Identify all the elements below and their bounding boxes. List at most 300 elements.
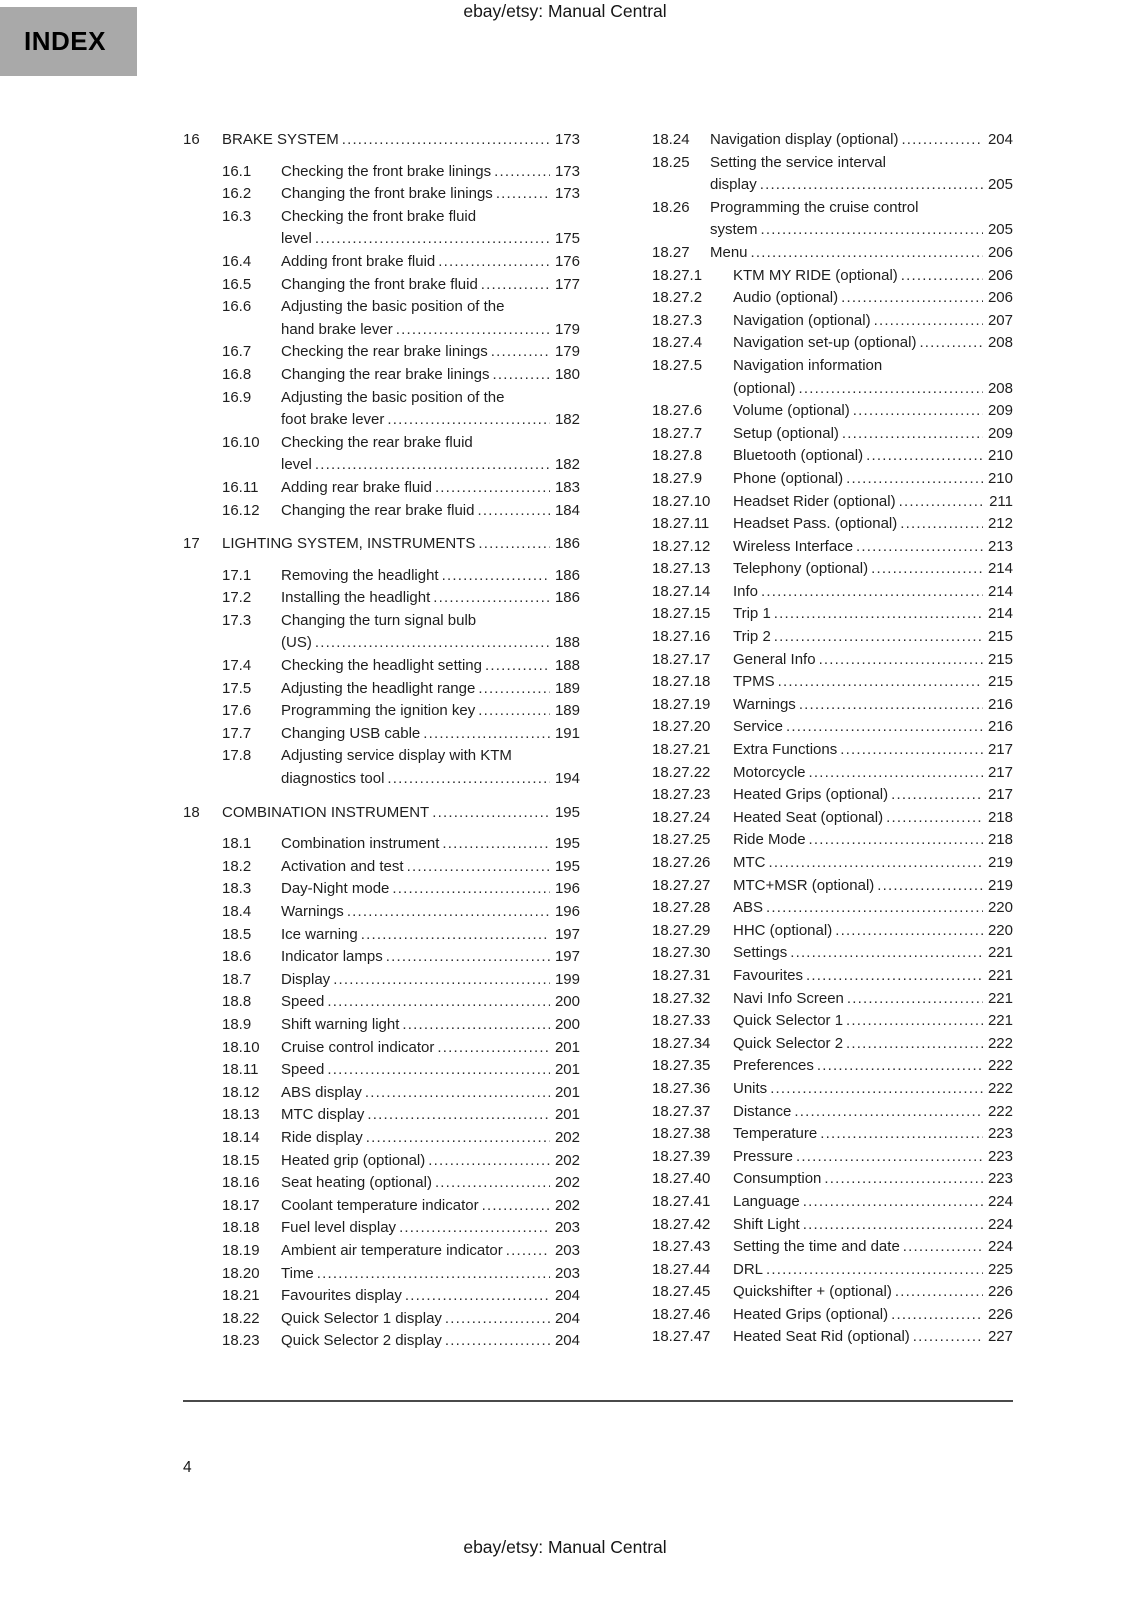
toc-entry-page: 223 (987, 1147, 1013, 1165)
toc-entry-title: Headset Pass. (optional) (733, 515, 898, 533)
toc-leader-dots (783, 716, 983, 739)
toc-leader-dots (850, 400, 983, 423)
toc-entry (652, 784, 1013, 807)
toc-entry-title: Ambient air temperature indicator (281, 1241, 503, 1259)
toc-entry-line (183, 1330, 580, 1353)
toc-leader-dots (478, 274, 550, 297)
toc-entry-title: Checking the front brake fluid (281, 207, 477, 225)
toc-entry-number: 16.1 (222, 162, 252, 180)
toc-entry (652, 558, 1013, 581)
toc-entry-title: General Info (733, 650, 816, 668)
toc-entry-line (183, 1059, 580, 1082)
toc-entry-title: Ice warning (281, 925, 358, 943)
toc-leader-dots (324, 991, 550, 1014)
toc-leader-dots (758, 219, 983, 242)
toc-leader-dots (339, 129, 550, 152)
toc-entry (183, 1059, 580, 1082)
toc-entry-number: 18.23 (222, 1332, 260, 1350)
toc-leader-dots (425, 1150, 550, 1173)
toc-entry (652, 1259, 1013, 1282)
toc-entry-title: Setup (optional) (733, 424, 839, 442)
toc-entry-line (652, 219, 1013, 242)
toc-entry-page: 217 (987, 763, 1013, 781)
toc-entry-title: system (710, 221, 758, 239)
toc-entry-page: 214 (987, 560, 1013, 578)
toc-entry-title: Navigation display (optional) (710, 131, 899, 148)
toc-entry-number: 18.14 (222, 1128, 260, 1146)
toc-leader-dots (896, 491, 983, 514)
toc-leader-dots (775, 671, 983, 694)
toc-leader-dots (898, 265, 983, 288)
toc-entry-number: 16 (183, 131, 200, 148)
toc-entry-title: Heated Grips (optional) (733, 1305, 889, 1323)
toc-entry-line (652, 287, 1013, 310)
toc-entry (652, 355, 1013, 400)
toc-entry-number: 18.27.8 (652, 447, 703, 465)
toc-entry-number: 18.27.26 (652, 854, 711, 871)
toc-entry-title: Service (733, 718, 784, 736)
toc-entry-page: 195 (554, 857, 580, 875)
toc-entry-number: 17.6 (222, 702, 252, 720)
toc-entry (183, 700, 580, 723)
toc-entry (183, 924, 580, 947)
toc-entry-line (183, 632, 580, 655)
toc-entry (652, 649, 1013, 672)
toc-entry-number: 18.27.15 (652, 605, 711, 623)
toc-entry-page: 226 (987, 1305, 1013, 1323)
toc-entry-page: 203 (554, 1241, 580, 1259)
toc-entry (183, 745, 580, 790)
toc-entry-page: 213 (987, 537, 1013, 555)
toc-entry-number: 18.27.14 (652, 582, 711, 600)
toc-entry-page: 186 (554, 589, 580, 607)
toc-entry-number: 18.27.9 (652, 469, 703, 487)
toc-entry (183, 901, 580, 924)
toc-entry-number: 18.27 (652, 243, 690, 261)
toc-leader-dots (821, 1168, 983, 1191)
toc-entry-page: 214 (987, 582, 1013, 600)
toc-entry-page: 208 (987, 379, 1013, 397)
toc-entry (652, 1010, 1013, 1033)
toc-entry-number: 18.27.30 (652, 944, 711, 962)
toc-entry-page: 196 (554, 903, 580, 920)
toc-entry-title: Settings (733, 944, 788, 962)
toc-leader-dots (430, 587, 550, 610)
toc-entry-line (183, 533, 580, 556)
toc-entry-number: 18.1 (222, 835, 252, 853)
toc-entry-number: 18.27.3 (652, 311, 703, 329)
toc-entry-page: 175 (554, 230, 580, 248)
toc-entry-line (183, 341, 580, 364)
toc-entry-page: 182 (554, 411, 580, 429)
toc-leader-dots (766, 852, 984, 875)
footer-divider (183, 1400, 1013, 1402)
toc-leader-dots (439, 565, 550, 588)
toc-entry-line (183, 296, 580, 319)
toc-entry-number: 18.27.34 (652, 1034, 711, 1052)
toc-entry-number: 18.15 (222, 1151, 260, 1169)
toc-entry (183, 678, 580, 701)
toc-entry-line (183, 1104, 580, 1127)
toc-entry-title: Navi Info Screen (733, 989, 844, 1007)
toc-entry (183, 477, 580, 500)
toc-entry (652, 603, 1013, 626)
toc-entry-page: 209 (987, 424, 1013, 442)
toc-entry (183, 1285, 580, 1308)
toc-leader-dots (892, 1281, 983, 1304)
toc-entry-number: 18.25 (652, 153, 690, 171)
toc-entry (652, 287, 1013, 310)
toc-entry (183, 856, 580, 879)
toc-entry-number: 18.27.42 (652, 1215, 711, 1233)
toc-entry-number: 18.27.23 (652, 786, 711, 804)
toc-entry-number: 18.10 (222, 1038, 260, 1056)
toc-entry-line (652, 875, 1013, 898)
toc-entry-number: 18.27.12 (652, 537, 711, 555)
toc-entry-number: 17.7 (222, 724, 252, 742)
toc-leader-dots (384, 768, 550, 791)
toc-entry-line (652, 1214, 1013, 1237)
toc-entry-title: Adding front brake fluid (281, 252, 436, 270)
toc-entry-title: display (710, 176, 757, 194)
toc-entry-title: (optional) (733, 379, 796, 397)
toc-entry-page: 204 (987, 131, 1013, 148)
toc-entry-number: 18.11 (222, 1061, 259, 1079)
toc-entry-line (652, 739, 1013, 762)
toc-chapter-entry (183, 129, 580, 152)
index-label: INDEX (24, 26, 106, 56)
toc-entry-page: 184 (554, 501, 580, 519)
toc-left-column (183, 129, 580, 1353)
toc-entry (652, 265, 1013, 288)
toc-entry (183, 1330, 580, 1353)
toc-leader-dots (358, 924, 550, 947)
toc-entry-line (652, 1123, 1013, 1146)
toc-entry-number: 16.10 (222, 433, 260, 451)
toc-entry (652, 129, 1013, 152)
toc-entry-line (183, 1014, 580, 1037)
toc-leader-dots (853, 536, 983, 559)
toc-entry (183, 251, 580, 274)
toc-entry-title: Removing the headlight (281, 566, 439, 584)
toc-entry-page: 207 (987, 311, 1013, 329)
toc-entry-line (652, 942, 1013, 965)
toc-entry-number: 18.27.27 (652, 876, 711, 894)
toc-entry-title: Adjusting the basic position of the (281, 388, 505, 406)
toc-leader-dots (916, 332, 983, 355)
toc-entry (652, 468, 1013, 491)
toc-entry-page: 189 (554, 679, 580, 697)
toc-entry-page: 210 (987, 469, 1013, 487)
toc-leader-dots (402, 1285, 550, 1308)
toc-entry-title: Combination instrument (281, 835, 440, 853)
toc-entry-number: 18.27.31 (652, 966, 711, 984)
toc-entry (183, 833, 580, 856)
toc-entry-page: 201 (554, 1038, 580, 1056)
toc-entry-line (652, 445, 1013, 468)
toc-entry-title: Units (733, 1079, 768, 1097)
toc-entry (652, 491, 1013, 514)
toc-entry-page: 200 (554, 1015, 580, 1033)
toc-entry-page: 204 (554, 1309, 580, 1327)
toc-leader-dots (429, 802, 550, 825)
toc-entry-title: Volume (optional) (733, 402, 850, 420)
toc-entry (652, 581, 1013, 604)
toc-entry-title: Heated grip (optional) (281, 1151, 426, 1169)
toc-leader-dots (800, 1191, 983, 1214)
toc-entry-page: 215 (987, 628, 1013, 646)
toc-entry-number: 18.27.20 (652, 718, 711, 736)
toc-entry-line (652, 581, 1013, 604)
toc-entry (652, 671, 1013, 694)
toc-entry (183, 1217, 580, 1240)
toc-entry-number: 18.27.28 (652, 899, 711, 917)
toc-entry-line (183, 454, 580, 477)
toc-entry-line (183, 1150, 580, 1173)
toc-entry-title: Warnings (281, 903, 344, 920)
toc-leader-dots (435, 251, 550, 274)
toc-entry-line (652, 626, 1013, 649)
toc-entry-number: 18.27.40 (652, 1170, 711, 1188)
toc-entry-title: Activation and test (281, 857, 404, 875)
toc-entry-line (183, 924, 580, 947)
toc-leader-dots (771, 626, 983, 649)
toc-chapter-entry (183, 533, 580, 556)
toc-entry-title: level (281, 456, 312, 474)
toc-entry-line (183, 477, 580, 500)
toc-leader-dots (364, 1104, 550, 1127)
toc-leader-dots (312, 632, 550, 655)
toc-entry (652, 1168, 1013, 1191)
toc-entry (652, 875, 1013, 898)
toc-entry-page: 188 (554, 634, 580, 652)
toc-entry-title: Preferences (733, 1057, 814, 1075)
toc-leader-dots (871, 310, 983, 333)
toc-entry-line (183, 387, 580, 410)
toc-entry-line (183, 655, 580, 678)
toc-entry-title: Heated Seat (optional) (733, 808, 884, 826)
toc-entry-title: Consumption (733, 1170, 822, 1188)
toc-entry (183, 1240, 580, 1263)
toc-entry-title: Adjusting the headlight range (281, 679, 476, 697)
toc-entry-title: Cruise control indicator (281, 1038, 435, 1056)
toc-entry-line (652, 965, 1013, 988)
toc-entry-line (652, 355, 1013, 378)
toc-leader-dots (362, 1082, 550, 1105)
toc-entry-number: 18.27.47 (652, 1328, 711, 1346)
toc-entry-page: 206 (987, 243, 1013, 261)
toc-entry-title: Fuel level display (281, 1219, 397, 1237)
toc-entry-title: Installing the headlight (281, 589, 431, 607)
toc-entry-line (652, 1281, 1013, 1304)
toc-entry-line (183, 745, 580, 768)
toc-entry-title: MTC display (281, 1106, 365, 1124)
toc-entry-line (183, 1217, 580, 1240)
toc-entry-title: Day-Night mode (281, 880, 390, 898)
toc-entry-number: 18.27.46 (652, 1305, 711, 1323)
toc-entry-number: 16.4 (222, 252, 252, 270)
toc-entry-line (652, 152, 1013, 175)
toc-entry-page: 219 (987, 854, 1013, 871)
toc-entry-number: 18.16 (222, 1174, 260, 1192)
toc-entry-page: 203 (554, 1219, 580, 1237)
toc-entry-title: MTC (733, 854, 766, 871)
toc-entry-page: 186 (554, 535, 580, 553)
toc-entry (652, 965, 1013, 988)
toc-leader-dots (404, 856, 550, 879)
toc-entry-number: 18.27.38 (652, 1125, 711, 1143)
toc-entry-page: 206 (987, 289, 1013, 307)
toc-entry-line (652, 174, 1013, 197)
toc-entry-page: 218 (987, 831, 1013, 849)
toc-entry-title: Navigation (optional) (733, 311, 871, 329)
toc-entry-line (652, 242, 1013, 265)
toc-entry-page: 200 (554, 993, 580, 1011)
toc-entry-title: Bluetooth (optional) (733, 447, 864, 465)
toc-entry-line (652, 1010, 1013, 1033)
toc-entry-number: 18.3 (222, 880, 252, 898)
toc-entry-number: 18.12 (222, 1083, 260, 1101)
toc-entry-title: Pressure (733, 1147, 794, 1165)
toc-entry (652, 1326, 1013, 1349)
toc-entry-title: Ride display (281, 1128, 363, 1146)
toc-entry-number: 16.3 (222, 207, 252, 225)
toc-entry (652, 1033, 1013, 1056)
toc-leader-dots (488, 341, 550, 364)
toc-entry-page: 173 (554, 162, 580, 180)
toc-entry-number: 18.27.37 (652, 1102, 711, 1120)
toc-entry-page: 219 (987, 876, 1013, 894)
toc-leader-dots (489, 364, 550, 387)
toc-entry-page: 179 (554, 343, 580, 361)
toc-entry-page: 176 (554, 252, 580, 270)
toc-entry-page: 224 (987, 1192, 1013, 1210)
toc-entry-line (183, 319, 580, 342)
toc-leader-dots (803, 965, 983, 988)
toc-entry-line (183, 183, 580, 206)
toc-leader-dots (868, 558, 983, 581)
toc-entry-number: 18.27.36 (652, 1079, 711, 1097)
toc-entry (652, 513, 1013, 536)
toc-entry (183, 1014, 580, 1037)
toc-entry-page: 204 (554, 1332, 580, 1350)
toc-entry-line (183, 1263, 580, 1286)
toc-entry-line (652, 1033, 1013, 1056)
toc-entry-page: 222 (987, 1079, 1013, 1097)
toc-entry-title: Adjusting the basic position of the (281, 298, 505, 316)
toc-entry-line (183, 565, 580, 588)
toc-leader-dots (344, 901, 550, 924)
toc-entry-number: 18.2 (222, 857, 252, 875)
toc-entry (652, 197, 1013, 242)
toc-entry-number: 18.6 (222, 948, 252, 966)
toc-leader-dots (843, 1010, 983, 1033)
toc-entry-line (652, 1236, 1013, 1259)
toc-entry (652, 423, 1013, 446)
footer-page-number: 4 (183, 1459, 192, 1476)
toc-entry-title: Trip 1 (733, 605, 771, 623)
toc-entry-number: 17.2 (222, 589, 252, 607)
toc-entry (652, 942, 1013, 965)
toc-entry-title: Favourites display (281, 1287, 402, 1305)
toc-leader-dots (420, 723, 550, 746)
toc-entry-line (652, 536, 1013, 559)
toc-entry-title: Time (281, 1264, 314, 1282)
toc-entry-title: Shift Light (733, 1215, 800, 1233)
toc-leader-dots (748, 242, 983, 265)
toc-entry-number: 18.13 (222, 1106, 260, 1124)
toc-entry-number: 18.27.21 (652, 741, 711, 759)
toc-entry-title: Changing USB cable (281, 724, 421, 742)
toc-leader-dots (384, 409, 550, 432)
toc-entry-line (652, 1304, 1013, 1327)
toc-entry-line (652, 694, 1013, 717)
toc-entry-line (183, 129, 580, 152)
toc-entry-title: Programming the cruise control (710, 198, 919, 216)
toc-entry-number: 18.4 (222, 903, 252, 920)
toc-entry-line (652, 265, 1013, 288)
toc-entry-title: Language (733, 1192, 800, 1210)
toc-entry (183, 1195, 580, 1218)
toc-entry-page: 221 (987, 989, 1013, 1007)
toc-entry-title: Extra Functions (733, 741, 838, 759)
toc-entry-number: 18.27.1 (652, 266, 703, 284)
toc-leader-dots (898, 129, 983, 152)
toc-entry-page: 173 (554, 185, 580, 203)
toc-entry-page: 223 (987, 1125, 1013, 1143)
toc-entry (652, 739, 1013, 762)
toc-entry-title: Adding rear brake fluid (281, 478, 432, 496)
toc-entry (183, 1172, 580, 1195)
toc-entry-number: 18.9 (222, 1015, 252, 1033)
toc-entry-page: 201 (554, 1083, 580, 1101)
toc-entry (183, 500, 580, 523)
toc-leader-dots (363, 1127, 550, 1150)
toc-entry-title: Shift warning light (281, 1015, 400, 1033)
toc-entry-number: 17.5 (222, 679, 252, 697)
toc-entry-line (652, 762, 1013, 785)
toc-entry-number: 18.27.44 (652, 1260, 711, 1278)
toc-entry-line (652, 129, 1013, 152)
toc-entry (183, 991, 580, 1014)
toc-entry-number: 16.7 (222, 343, 252, 361)
toc-entry-page: 223 (987, 1170, 1013, 1188)
toc-entry-page: 197 (554, 948, 580, 966)
index-box (0, 7, 137, 76)
toc-entry-line (183, 1127, 580, 1150)
toc-entry (652, 152, 1013, 197)
toc-entry-line (652, 784, 1013, 807)
toc-entry (652, 1191, 1013, 1214)
toc-entry-title: KTM MY RIDE (optional) (733, 266, 898, 284)
toc-entry-page: 202 (554, 1174, 580, 1192)
toc-entry-page: 216 (987, 718, 1013, 736)
toc-entry-page: 197 (554, 925, 580, 943)
toc-entry-line (652, 1168, 1013, 1191)
toc-entry (183, 1150, 580, 1173)
toc-entry-title: Changing the turn signal bulb (281, 611, 477, 629)
toc-entry-line (183, 802, 580, 825)
toc-entry-line (183, 610, 580, 633)
toc-entry-number: 18.17 (222, 1196, 260, 1214)
toc-entry-line (183, 1195, 580, 1218)
toc-entry (183, 1308, 580, 1331)
toc-entry-line (183, 1037, 580, 1060)
toc-leader-dots (763, 1259, 983, 1282)
toc-leader-dots (839, 423, 983, 446)
toc-entry-page: 224 (987, 1215, 1013, 1233)
toc-entry-number: 18.27.33 (652, 1012, 711, 1030)
